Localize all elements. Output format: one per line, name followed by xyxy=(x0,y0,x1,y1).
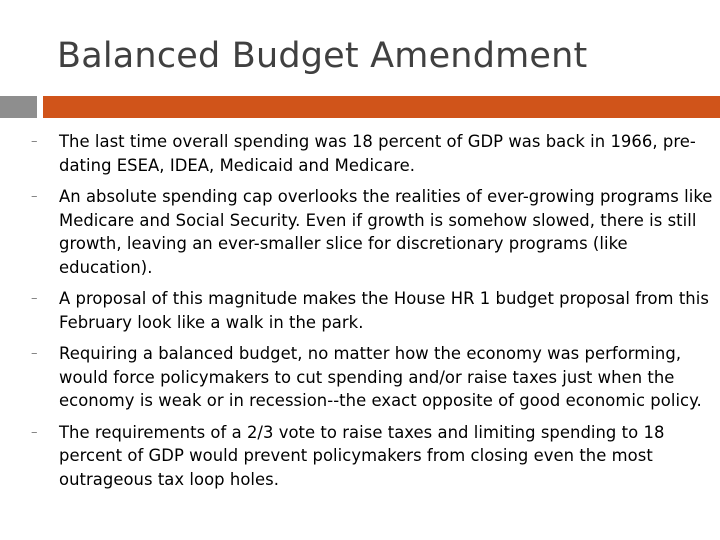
bullet-text: The requirements of a 2/3 vote to raise taxes and limiting spending to 18 percent of GDP would prevent policymakers from closing even the most outrageous tax loop holes. xyxy=(59,422,665,489)
title-divider-orange xyxy=(43,96,720,118)
bullet-item xyxy=(0,185,720,279)
bullet-text: The last time overall spending was 18 percent of GDP was back in 1966, pre-dating ESEA, IDEA, Medicaid and Medicare. xyxy=(59,132,696,175)
dash-bullet-icon: – xyxy=(31,189,38,204)
slide-title: Balanced Budget Amendment xyxy=(57,36,588,76)
bullet-item xyxy=(0,342,720,413)
dash-bullet-icon: – xyxy=(31,291,38,306)
bullet-item xyxy=(0,421,720,492)
bullet-text: Requiring a balanced budget, no matter how the economy was performing, would force policymakers to cut spending and/or raise taxes just when the economy is weak or in recession--the exact opposite of good economic policy. xyxy=(59,344,702,410)
bullet-item xyxy=(0,130,720,177)
dash-bullet-icon: – xyxy=(31,134,38,149)
bullet-list xyxy=(0,130,720,499)
dash-bullet-icon: – xyxy=(31,424,38,440)
dash-bullet-icon: – xyxy=(31,346,38,361)
bullet-text: A proposal of this magnitude makes the House HR 1 budget proposal from this February look like a walk in the park. xyxy=(59,289,709,332)
title-divider-gray xyxy=(0,96,37,118)
bullet-item xyxy=(0,287,720,334)
bullet-text: An absolute spending cap overlooks the realities of ever-growing programs like Medicare and Social Security. Even if growth is somehow slowed, there is still growth, leaving an ever-smaller slice for discretionary programs (like education). xyxy=(59,187,713,277)
